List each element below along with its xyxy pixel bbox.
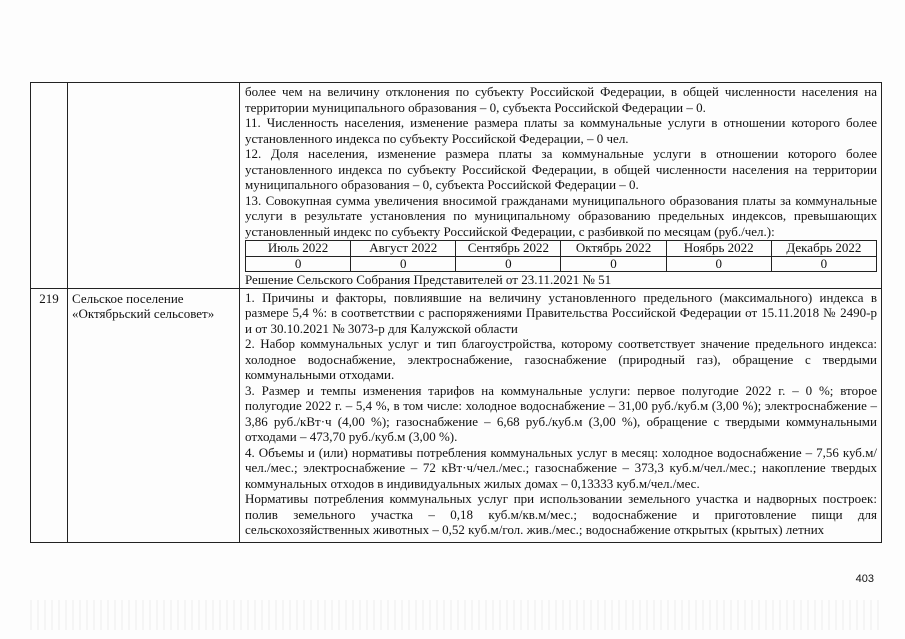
paragraph: 1. Причины и факторы, повлиявшие на величину установленного предельного (максимального) индекса в размере 5,4 %: в соответствии с распоряжениями Правительства Российской Федерации от 15.11.2018 № 2490-р и от 30.10.2021 № 3073-р для Калужской области [245,289,877,336]
row-number-cell [31,83,68,289]
details-cell [240,288,882,542]
month-value: 0 [666,256,771,272]
month-header: Октябрь 2022 [561,241,666,257]
month-value: 0 [351,256,456,272]
month-header-row [246,241,877,257]
municipality-name-cell [68,83,240,289]
month-value: 0 [771,256,876,272]
municipality-name: Сельское поселение «Октябрьский сельсовет» [68,288,240,542]
scan-noise [30,600,880,630]
month-header: Сентябрь 2022 [456,241,561,257]
month-value: 0 [246,256,351,272]
paragraph: более чем на величину отклонения по субъекту Российской Федерации, в общей численности населения на территории муниципального образования – 0, субъекта Российской Федерации – 0. [245,84,877,115]
paragraph: 12. Доля населения, изменение размера платы за коммунальные услуги в отношении которого более установленного индекса по субъекту Российской Федерации, в общей численности населения на территории муниципального образования – 0, субъекта Российской Федерации – 0. [245,146,877,192]
month-value: 0 [561,256,666,272]
monthly-sum-table [245,240,877,272]
paragraph: 3. Размер и темпы изменения тарифов на коммунальные услуги: первое полугодие 2022 г. – 0 %; второе полугодие 2022 г. – 5,4 %, в том числе: холодное водоснабжение – 31,00 руб./куб.м (3,00 %); электроснабжение – 3,86 руб./кВт·ч (4,00 %); газоснабжение – 6,68 руб./куб.м (3,00 %), обращение с твердыми коммунальными отходами – 473,70 руб./куб.м (3,00 %). [245,382,877,444]
page-number: 403 [855,573,874,585]
municipal-index-table [30,82,882,543]
month-header: Декабрь 2022 [771,241,876,257]
details-cell [240,83,882,289]
row-number: 219 [31,288,68,542]
decision-reference: Решение Сельского Собрания Представителей от 23.11.2021 № 51 [245,272,612,287]
paragraph: Нормативы потребления коммунальных услуг при использовании земельного участка и надворных построек: полив земельного участка – 0,18 куб.м/кв.м/мес.; водоснабжение и приготовление пищи для сельскохозяйственных животных – 0,52 куб.м/гол. жив./мес.; водоснабжение открытых (крытых) летних [245,491,877,537]
month-value-row [246,256,877,272]
table-row [31,83,882,289]
month-header: Август 2022 [351,241,456,257]
month-value: 0 [456,256,561,272]
paragraph: 2. Набор коммунальных услуг и тип благоустройства, которому соответствует значение предельного индекса: холодное водоснабжение, электроснабжение, газоснабжение (природный газ), обращение с твердыми коммунальными отходами. [245,336,877,382]
month-header: Июль 2022 [246,241,351,257]
table-row [31,288,882,542]
paragraph: 4. Объемы и (или) нормативы потребления коммунальных услуг в месяц: холодное водоснабжение – 7,56 куб.м/чел./мес.; электроснабжение – 72 кВт·ч/чел./мес.; газоснабжение – 373,3 куб.м/чел./мес.; накопление твердых коммунальных отходов в индивидуальных жилых домах – 0,13333 куб.м/чел./мес. [245,444,877,491]
paragraph: 11. Численность населения, изменение размера платы за коммунальные услуги в отношении которого более установленного индекса по субъекту Российской Федерации, – 0 чел. [245,115,877,146]
month-header: Ноябрь 2022 [666,241,771,257]
paragraph: 13. Совокупная сумма увеличения вносимой гражданами муниципального образования платы за коммунальные услуги в результате установления по муниципальному образованию предельных индексов, превышающих установленный индекс по субъекту Российской Федерации, с разбивкой по месяцам (руб./чел.): [245,192,877,239]
